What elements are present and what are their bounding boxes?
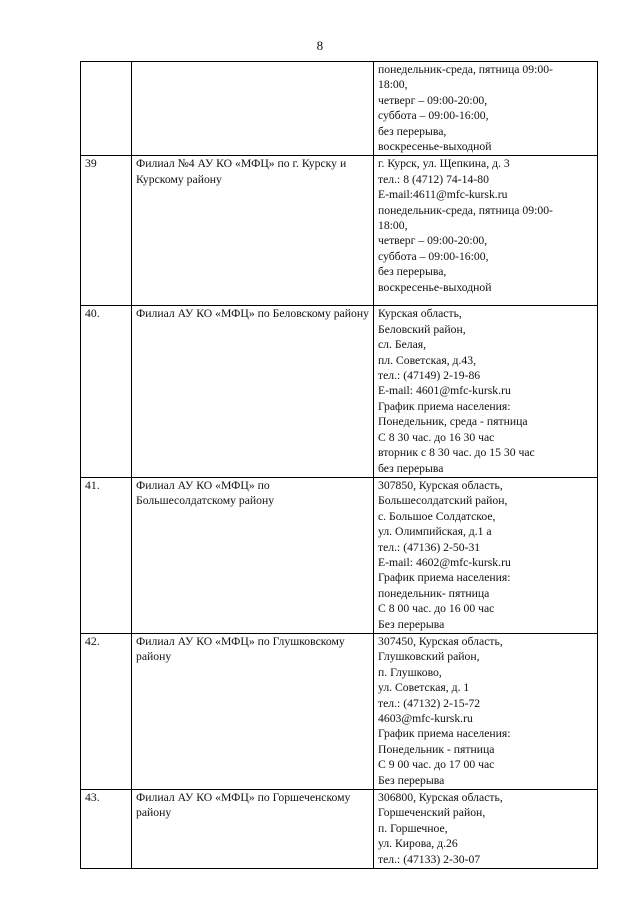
branch-name: Филиал АУ КО «МФЦ» по Глушковскому району (132, 633, 374, 789)
info-line: Без перерыва (378, 617, 445, 631)
branch-name: Филиал №4 АУ КО «МФЦ» по г. Курску и Курскому району (132, 156, 374, 306)
info-line: С 9 00 час. до 17 00 час (378, 758, 495, 772)
info-line: суббота – 09:00-16:00, (378, 109, 489, 123)
branch-contact-info (374, 477, 598, 633)
row-number: 39 (81, 156, 132, 306)
branch-name: Филиал АУ КО «МФЦ» по Большесолдатскому району (132, 477, 374, 633)
row-number: 41. (81, 477, 132, 633)
table-row (81, 306, 598, 477)
info-line: С 8 00 час. до 16 00 час (378, 602, 495, 616)
branch-contact-info (374, 633, 598, 789)
info-line: понедельник-среда, пятница 09:00- (378, 203, 553, 217)
info-line: E-mail: 4601@mfc-kursk.ru (378, 384, 511, 398)
info-line: Понедельник - пятница (378, 742, 495, 756)
info-line: тел.: (47132) 2-15-72 (378, 696, 481, 710)
info-line: С 8 30 час. до 16 30 час (378, 430, 495, 444)
info-line: п. Горшечное, (378, 821, 448, 835)
info-line: График приема населения: (378, 571, 511, 585)
row-number: 42. (81, 633, 132, 789)
info-line: E-mail: 4602@mfc-kursk.ru (378, 555, 511, 569)
info-line: тел.: (47133) 2-30-07 (378, 852, 481, 866)
info-line: E-mail:4611@mfc-kursk.ru (378, 188, 508, 202)
info-line: без перерыва, (378, 265, 447, 279)
info-line: понедельник- пятница (378, 586, 490, 600)
info-line: График приема населения: (378, 727, 511, 741)
branch-name: Филиал АУ КО «МФЦ» по Беловскому району (132, 306, 374, 477)
info-line: без перерыва (378, 461, 444, 475)
info-line: вторник с 8 30 час. до 15 30 час (378, 446, 535, 460)
info-line: Курская область, (378, 307, 462, 321)
info-line: сл. Белая, (378, 338, 427, 352)
info-line: воскресенье-выходной (378, 280, 492, 294)
info-line: четверг – 09:00-20:00, (378, 234, 488, 248)
table-row (81, 633, 598, 789)
info-line: 306800, Курская область, (378, 791, 503, 805)
info-line: пл. Советская, д.43, (378, 353, 477, 367)
branch-name (132, 62, 374, 156)
info-line: тел.: (47136) 2-50-31 (378, 540, 481, 554)
branch-contact-info (374, 306, 598, 477)
info-line: суббота – 09:00-16:00, (378, 249, 489, 263)
info-line: г. Курск, ул. Щепкина, д. 3 (378, 157, 510, 171)
info-line: без перерыва, (378, 124, 447, 138)
info-line: с. Большое Солдатское, (378, 509, 496, 523)
branch-contact-info (374, 62, 598, 156)
table-row (81, 790, 598, 869)
info-line: График приема населения: (378, 399, 511, 413)
info-line: 4603@mfc-kursk.ru (378, 712, 473, 725)
info-line: воскресенье-выходной (378, 140, 492, 154)
info-line: Большесолдатский район, (378, 494, 508, 508)
info-line: тел.: 8 (4712) 74-14-80 (378, 172, 489, 186)
page-number: 8 (316, 38, 324, 53)
row-number: 40. (81, 306, 132, 477)
info-line: четверг – 09:00-20:00, (378, 93, 488, 107)
info-line: ул. Кирова, д.26 (378, 837, 458, 851)
table-row (81, 156, 598, 306)
branch-table (80, 61, 598, 869)
info-line: тел.: (47149) 2-19-86 (378, 369, 481, 383)
branch-contact-info (374, 790, 598, 869)
branch-contact-info (374, 156, 598, 306)
info-line: 18:00, (378, 78, 408, 92)
info-line: Без перерыва (378, 773, 445, 787)
info-line: Понедельник, среда - пятница (378, 415, 528, 429)
info-line: понедельник-среда, пятница 09:00- (378, 63, 553, 76)
info-line: ул. Олимпийская, д.1 а (378, 525, 492, 539)
table-row (81, 62, 598, 156)
info-line: п. Глушково, (378, 665, 442, 679)
info-line: Горшеченский район, (378, 806, 486, 820)
info-line: ул. Советская, д. 1 (378, 681, 470, 695)
table-row (81, 477, 598, 633)
info-line: Глушковский район, (378, 650, 480, 664)
branch-name: Филиал АУ КО «МФЦ» по Горшеченскому району (132, 790, 374, 869)
row-number: 43. (81, 790, 132, 869)
info-line: 18:00, (378, 219, 408, 233)
row-number (81, 62, 132, 156)
info-line: 307850, Курская область, (378, 478, 503, 492)
info-line: Беловский район, (378, 322, 466, 336)
info-line: 307450, Курская область, (378, 634, 503, 648)
